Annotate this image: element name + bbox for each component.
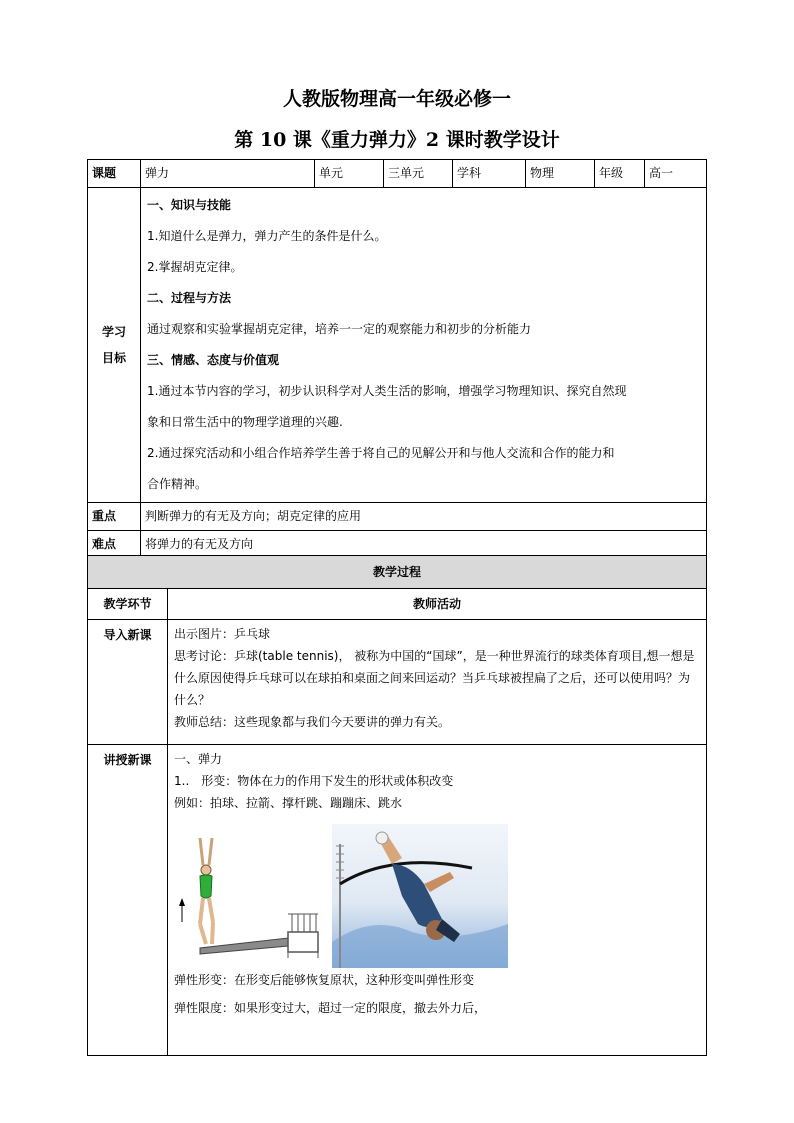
lecture-line: 例如：拍球、拉箭、撑杆跳、蹦蹦床、跳水	[174, 796, 403, 810]
column-header-stage: 教学环节	[88, 589, 168, 620]
objective-item: 象和日常生活中的物理学道理的兴趣.	[147, 415, 343, 429]
intro-line: 出示图片：乒乓球	[174, 627, 271, 641]
stage-intro-label: 导入新课	[88, 620, 168, 745]
process-header: 教学过程	[88, 556, 707, 589]
topic-label: 课题	[88, 160, 141, 188]
column-header-teacher-activity: 教师活动	[168, 589, 707, 620]
objective-item: 1.通过本节内容的学习，初步认识科学对人类生活的影响，增强学习物理知识、探究自然现	[147, 384, 627, 398]
topic-value: 弹力	[141, 160, 315, 188]
objective-item: 通过观察和实验掌握胡克定律，培养一一定的观察能力和初步的分析能力	[147, 322, 532, 336]
objectives-label-line2: 目标	[101, 351, 126, 365]
lecture-line: 一、弹力	[174, 752, 223, 766]
difficulties-text: 将弹力的有无及方向	[141, 531, 707, 558]
lecture-activity	[168, 745, 707, 1056]
intro-activity	[168, 620, 707, 745]
objective-item: 1.知道什么是弹力，弹力产生的条件是什么。	[147, 229, 387, 243]
document-title: 人教版物理高一年级必修一	[282, 88, 511, 110]
intro-summary: 教师总结：这些现象都与我们今天要讲的弹力有关。	[174, 715, 451, 729]
key-points-text: 判断弹力的有无及方向；胡克定律的应用	[141, 503, 707, 531]
elastic-deformation-definition: 弹性形变：在形变后能够恢复原状，这种形变叫弹性形变	[174, 973, 475, 987]
intro-discussion: 思考讨论：乒球(table tennis)， 被称为中国的“国球”，是一种世界流行的球类体育项目,想一想是什么原因使得乒乓球可以在球拍和桌面之间来回运动？当乒乓球被捏扁了之后，还可以使用吗？为什么？	[174, 649, 695, 707]
objectives-content	[141, 188, 707, 503]
diving-board-illustration	[176, 834, 326, 958]
grade-label: 年级	[595, 160, 645, 188]
objectives-label-line1: 学习	[101, 325, 126, 339]
elastic-limit-definition: 弹性限度：如果形变过大，超过一定的限度，撤去外力后，	[174, 1001, 487, 1015]
difficulties-label: 难点	[88, 531, 141, 558]
deformation-illustrations	[174, 824, 700, 954]
lecture-line: 1.. 形变：物体在力的作用下发生的形状或体积改变	[174, 774, 454, 788]
lesson-info-table	[87, 159, 707, 558]
subject-label: 学科	[453, 160, 526, 188]
unit-label: 单元	[315, 160, 384, 188]
objective-heading-process: 二、过程与方法	[147, 291, 232, 305]
pole-vault-photo	[332, 824, 508, 968]
teaching-process-table	[87, 555, 707, 1056]
objective-heading-attitude: 三、情感、态度与价值观	[147, 353, 280, 367]
objective-item: 2.掌握胡克定律。	[147, 260, 243, 274]
objective-item: 合作精神。	[147, 477, 208, 491]
unit-value: 三单元	[384, 160, 453, 188]
key-points-label: 重点	[88, 503, 141, 531]
grade-value: 高一	[645, 160, 707, 188]
lesson-title: 第 10 课《重力弹力》2 课时教学设计	[234, 129, 560, 151]
subject-value: 物理	[526, 160, 595, 188]
objective-item: 2.通过探究活动和小组合作培养学生善于将自己的见解公开和与他人交流和合作的能力和	[147, 446, 615, 460]
objectives-label	[88, 188, 141, 503]
objective-heading-knowledge: 一、知识与技能	[147, 198, 232, 212]
stage-lecture-label: 讲授新课	[88, 745, 168, 1056]
